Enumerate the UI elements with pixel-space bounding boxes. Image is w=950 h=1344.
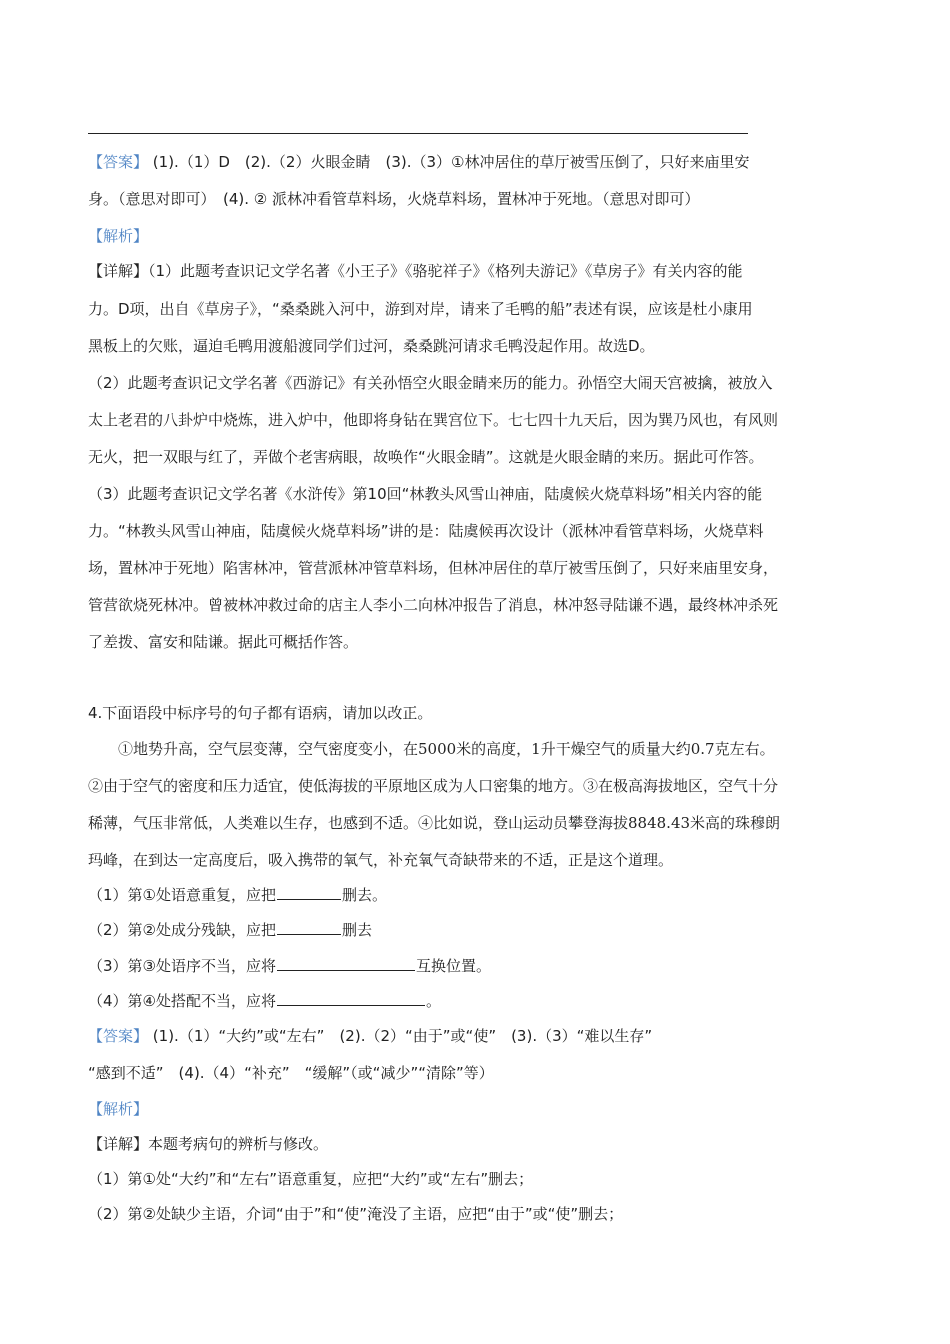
analysis-tag: 【解析】 bbox=[88, 227, 149, 245]
analysis-line: 无火，把一双眼与红了，弄做个老害病眼，故唤作“火眼金睛”。这就是火眼金睛的来历。据此可作答。 bbox=[88, 448, 764, 466]
answer-tag: 【答案】 bbox=[88, 153, 149, 171]
analysis-line: 【详解】（1）此题考查识记文学名著《小王子》《骆驼祥子》《格列夫游记》《草房子》有关内容的能 bbox=[88, 262, 743, 280]
passage-line: 稀薄，气压非常低，人类难以生存，也感到不适。④比如说，登山运动员攀登海拔8848.43米高的珠穆朗 bbox=[88, 814, 781, 832]
passage-line: 玛峰，在到达一定高度后，吸入携带的氧气，补充氧气奇缺带来的不适，正是这个道理。 bbox=[88, 851, 674, 869]
analysis-line: （1）第①处“大约”和“左右”语意重复，应把“大约”或“左右”删去； bbox=[88, 1170, 534, 1188]
sub-question: （1）第①处语意重复，应把 删去。 bbox=[88, 886, 388, 904]
analysis-line: 力。“林教头风雪山神庙，陆虞候火烧草料场”讲的是：陆虞候再次设计（派林冲看管草料场，火烧草料 bbox=[88, 522, 764, 540]
answer-blank[interactable] bbox=[277, 884, 341, 900]
answer-tag: 【答案】 bbox=[88, 1027, 149, 1045]
analysis-line: 【详解】本题考病句的辨析与修改。 bbox=[88, 1135, 329, 1153]
analysis-line: 了差拨、富安和陆谦。据此可概括作答。 bbox=[88, 633, 359, 651]
header-rule bbox=[88, 133, 748, 134]
analysis-line: （2）此题考查识记文学名著《西游记》有关孙悟空火眼金睛来历的能力。孙悟空大闹天宫被擒，被放入 bbox=[88, 374, 773, 392]
analysis-line: （3）此题考查识记文学名著《水浒传》第10回“林教头风雪山神庙，陆虞候火烧草料场”相关内容的能 bbox=[88, 485, 763, 503]
answer-blank[interactable] bbox=[277, 990, 425, 1006]
analysis-line: 场，置林冲于死地）陷害林冲，管营派林冲管草料场，但林冲居住的草厅被雪压倒了，只好来庙里安身， bbox=[88, 559, 779, 577]
analysis-line: 管营欲烧死林冲。曾被林冲救过命的店主人李小二向林冲报告了消息，林冲怒寻陆谦不遇，最终林冲杀死 bbox=[88, 596, 779, 614]
sub-question: （4）第④处搭配不当，应将 。 bbox=[88, 992, 442, 1010]
analysis-tag: 【解析】 bbox=[88, 1100, 149, 1118]
answer-blank[interactable] bbox=[277, 919, 341, 935]
answer-line: 【答案】 (1).（1）D (2).（2）火眼金睛 (3).（3）①林冲居住的草厅被雪压倒了，只好来庙里安 bbox=[88, 153, 750, 171]
answer-line: 身。（意思对即可） (4). ② 派林冲看管草料场，火烧草料场，置林冲于死地。（意思对即可） bbox=[88, 190, 700, 208]
analysis-line: 太上老君的八卦炉中烧炼，进入炉中，他即将身钻在巽宫位下。七七四十九天后，因为巽乃风也，有风则 bbox=[88, 411, 779, 429]
answer-blank[interactable] bbox=[277, 955, 415, 971]
passage-line: ②由于空气的密度和压力适宜，使低海拔的平原地区成为人口密集的地方。③在极高海拔地区，空气十分 bbox=[88, 777, 779, 795]
question-stem: 4.下面语段中标序号的句子都有语病，请加以改正。 bbox=[88, 704, 433, 722]
answer-line: “感到不适” (4).（4）“补充” “缓解”（或“减少”“清除”等） bbox=[88, 1064, 494, 1082]
answer-line: 【答案】 (1).（1）“大约”或“左右” (2).（2）“由于”或“使” (3).（3）“难以生存” bbox=[88, 1027, 653, 1045]
sub-question: （2）第②处成分残缺，应把 删去 bbox=[88, 921, 373, 939]
analysis-line: 黑板上的欠账，逼迫毛鸭用渡船渡同学们过河，桑桑跳河请求毛鸭没起作用。故选D。 bbox=[88, 337, 655, 355]
sub-question: （3）第③处语序不当，应将 互换位置。 bbox=[88, 957, 492, 975]
analysis-line: 力。D项，出自《草房子》，“桑桑跳入河中，游到对岸，请来了毛鸭的船”表述有误，应该是杜小康用 bbox=[88, 300, 753, 318]
analysis-line: （2）第②处缺少主语，介词“由于”和“使”淹没了主语，应把“由于”或“使”删去； bbox=[88, 1205, 624, 1223]
passage-line: ①地势升高，空气层变薄，空气密度变小，在5000米的高度，1升干燥空气的质量大约0.7克左右。 bbox=[118, 740, 775, 758]
